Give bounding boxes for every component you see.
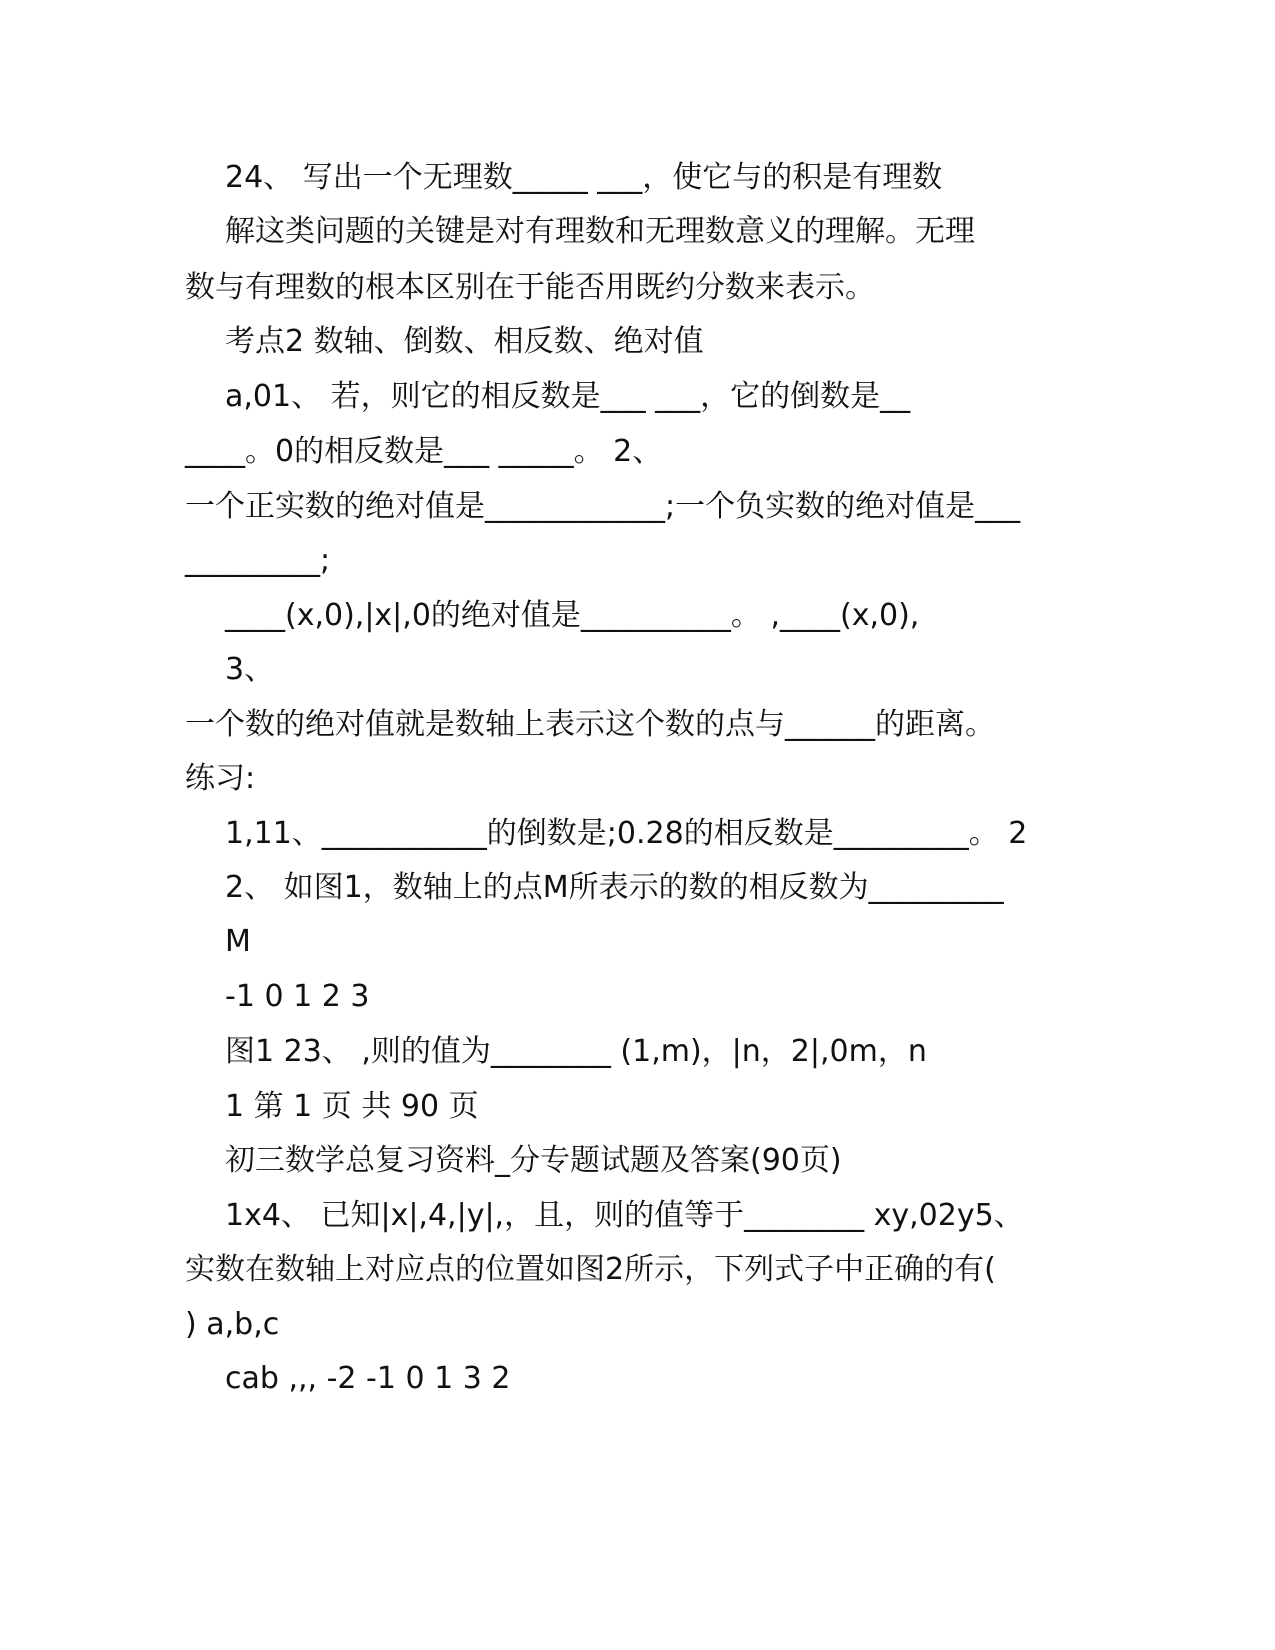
question-2-line-1: 一个正实数的绝对值是____________;一个负实数的绝对值是___ bbox=[185, 489, 1021, 524]
practice-heading: 练习: bbox=[185, 761, 256, 796]
page-footer: 1 第 1 页 共 90 页 bbox=[225, 1089, 479, 1124]
document-title: 初三数学总复习资料_分专题试题及答案(90页) bbox=[225, 1143, 842, 1178]
figure-1-caption-question-3: 图1 23、 ,则的值为________ (1,m)，|n，2|,0m，n bbox=[225, 1034, 927, 1069]
question-24-line: 24、 写出一个无理数_____ ___，使它与的积是有理数 bbox=[225, 160, 943, 195]
question-2-line-3: ____(x,0),|x|,0的绝对值是__________。 ,____(x,0), bbox=[225, 598, 920, 633]
question-3-line: 一个数的绝对值就是数轴上表示这个数的点与______的距离。 bbox=[185, 707, 995, 742]
question-5-line-3: ) a,b,c bbox=[185, 1307, 280, 1342]
question-2-line-2: _________; bbox=[185, 543, 331, 578]
figure-1-axis-labels: -1 0 1 2 3 bbox=[225, 979, 370, 1014]
figure-2-labels: cab ,,, -2 -1 0 1 3 2 bbox=[225, 1361, 511, 1396]
question-3-number: 3、 bbox=[225, 652, 275, 687]
question-5-line-2: 实数在数轴上对应点的位置如图2所示，下列式子中正确的有( bbox=[185, 1252, 996, 1287]
question-4-5-line: 1x4、 已知|x|,4,|y|,，且，则的值等于________ xy,02y5、 bbox=[225, 1198, 1024, 1233]
practice-2-line: 2、 如图1，数轴上的点M所表示的数的相反数为_________ bbox=[225, 870, 1004, 905]
explanation-line-2: 数与有理数的根本区别在于能否用既约分数来表示。 bbox=[185, 270, 875, 305]
question-1-line-2: ____。0的相反数是___ _____。 2、 bbox=[185, 434, 663, 469]
figure-1-point-label: M bbox=[225, 924, 251, 959]
practice-1-line: 1,11、___________的倒数是;0.28的相反数是_________。 2 bbox=[225, 816, 1028, 851]
section-heading-topic-2: 考点2 数轴、倒数、相反数、绝对值 bbox=[225, 324, 704, 359]
explanation-line-1: 解这类问题的关键是对有理数和无理数意义的理解。无理 bbox=[225, 214, 975, 249]
question-1-line-1: a,01、 若，则它的相反数是___ ___，它的倒数是__ bbox=[225, 379, 911, 414]
